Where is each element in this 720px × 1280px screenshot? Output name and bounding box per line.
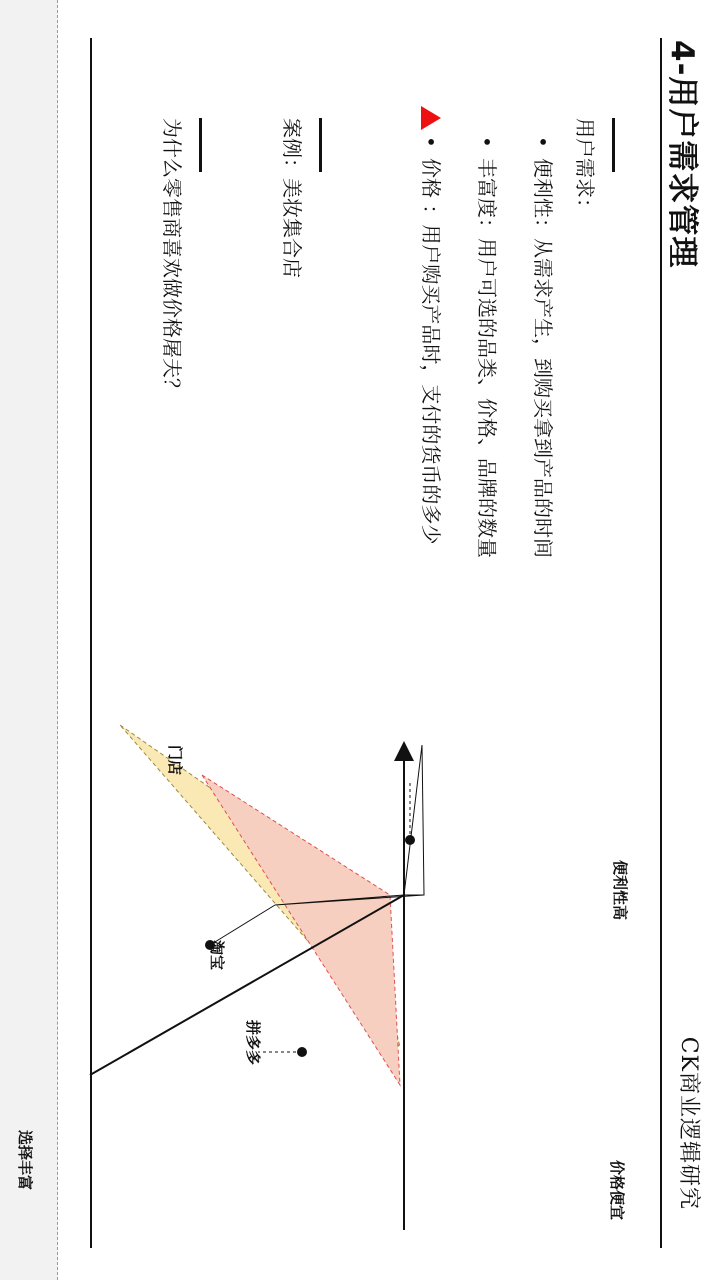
bullet-dot: • [419,136,443,148]
brand-footer: CK商业逻辑研究 [676,1036,701,1210]
list-item [499,136,555,558]
question-text: 为什么零售商喜欢做价格屠夫？ [160,118,184,398]
taobao-inner-edge [210,905,275,945]
bottom-divider [90,38,92,1248]
case-text: 案例：美妆集合店 [280,118,304,278]
label-variety-axis: 选择丰富 [16,1130,34,1191]
diagram-svg [16,690,660,1221]
need-convenience-text: 便利性：从需求产生，到购买拿到产品的时间 [531,158,555,558]
section-bar [199,118,202,172]
need-variety-text: 丰富度：用户可选的品类、价格、品牌的数量 [475,158,499,558]
label-pinduoduo: 拼多多 [244,1020,262,1066]
rotated-slide [16,0,720,1280]
section-bar [612,118,615,172]
label-store: 门店 [166,745,184,776]
section-bar [319,118,322,172]
list-item [443,136,499,558]
title-divider [660,38,662,1248]
needs-triangle-diagram [16,690,660,1221]
store-region [404,745,424,895]
user-needs-list [387,136,555,558]
warning-triangle-icon [421,106,441,130]
label-taobao: 淘宝 [208,940,226,971]
label-convenience-axis: 便利性高 [611,860,629,921]
pinduoduo-region [202,775,400,1085]
bullet-dot: • [531,136,555,148]
need-price-text: 价格 ：用户购买产品时，支付的货币的多少 [419,158,443,545]
slide-title: 4-用户需求管理 [664,40,700,269]
user-needs-heading: 用户需求： [573,118,597,218]
slide-sheet [16,0,720,1280]
label-price-axis: 价格便宜 [608,1160,626,1221]
bullet-dot: • [475,136,499,148]
list-item [387,136,443,558]
